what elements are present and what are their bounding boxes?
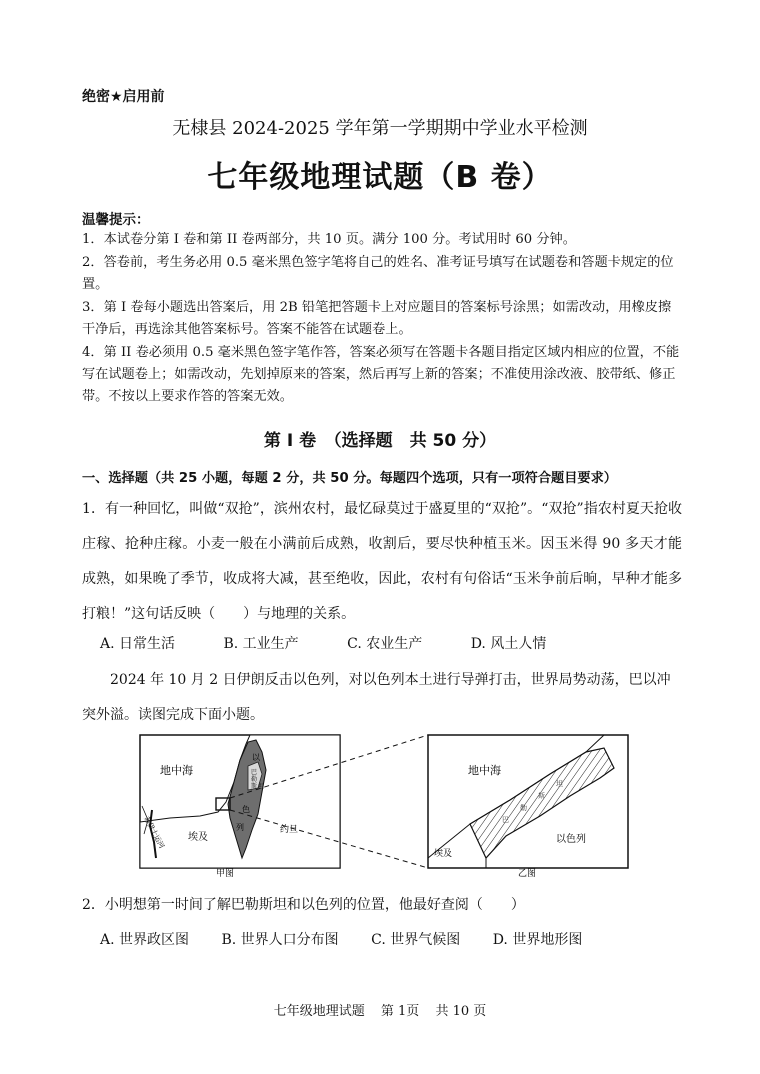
left-canal-label: 苏伊士运河 — [142, 815, 166, 850]
question-1-options — [100, 633, 590, 653]
question-1-stem: 1．有一种回忆，叫做“双抢”，滨州农村，最忆碌莫过于盛夏里的“双抢”。“双抢”指农村夏天抢收庄稼、抢种庄稼。小麦一般在小满前后成熟，收割后，要尽快种植玉米。因玉米得 90 多天才能成熟，如果晚了季节，收成将大减，甚至绝收，因此，农村有句俗话“玉米争前后晌，早种才能多打粮！”这句话反映（ ）与地理的关系。 — [82, 501, 682, 622]
q1-option-a[interactable]: A. 日常生活 — [100, 636, 176, 652]
q2-option-a[interactable]: A. 世界政区图 — [100, 932, 190, 948]
tip-3: 3．第 I 卷每小题选出答案后，用 2B 铅笔把答题卡上对应题目的答案标号涂黑；如需改动，用橡皮擦干净后，再选涂其他答案标号。答案不能答在试题卷上。 — [82, 300, 672, 337]
footer-exam-name: 七年级地理试题 — [273, 1004, 365, 1019]
tip-4: 4．第 II 卷必须用 0.5 毫米黑色签字笔作答，答案必须写在答题卡各题目指定区域内相应的位置，不能写在试题卷上；如需改动，先划掉原来的答案，然后再写上新的答案；不准使用涂改液、胶带纸、修正带。不按以上要求作答的答案无效。 — [82, 345, 680, 404]
right-sea-label: 地中海 — [468, 764, 501, 777]
left-palestine-char-1: 巴 — [251, 769, 258, 776]
left-sea-label: 地中海 — [160, 764, 193, 777]
left-israel-char-3: 列 — [236, 823, 244, 832]
q2-option-d[interactable]: D. 世界地形图 — [492, 932, 583, 948]
tip-2: 2．答卷前，考生务必用 0.5 毫米黑色签字笔将自己的姓名、准考证号填写在试题卷和答题卡规定的位置。 — [82, 255, 674, 292]
footer-page-number: 第 1页 — [380, 1004, 420, 1019]
left-caption: 甲图 — [216, 869, 235, 879]
right-israel-label: 以色列 — [556, 834, 586, 845]
footer-total-pages: 共 10 页 — [435, 1004, 487, 1019]
left-palestine-char-4: 坦 — [258, 783, 265, 790]
question-2-options — [100, 929, 582, 949]
left-israel-char-1: 以 — [252, 753, 260, 762]
page-footer — [0, 1000, 760, 1019]
q1-option-b[interactable]: B. 工业生产 — [223, 636, 299, 652]
left-palestine-char-2: 勒 — [251, 776, 258, 783]
q1-option-c[interactable]: C. 农业生产 — [347, 636, 423, 652]
right-strip-char-4: 坦 — [556, 780, 563, 788]
confidential-label: 绝密★启用前 — [82, 89, 165, 105]
right-strip-char-1: 巴 — [502, 816, 509, 824]
q2-option-b[interactable]: B. 世界人口分布图 — [221, 932, 339, 948]
left-egypt-label: 埃及 — [188, 832, 208, 843]
map-figure — [130, 730, 670, 880]
right-strip-char-3: 斯 — [538, 792, 545, 800]
left-israel-char-2: 色 — [242, 805, 250, 814]
left-palestine-char-3: 斯 — [251, 783, 258, 790]
left-jordan-label: 约旦 — [280, 825, 299, 835]
right-strip-char-2: 勒 — [520, 804, 527, 812]
section-title: 第 I 卷 （选择题 共 50 分） — [263, 431, 497, 451]
exam-subtitle: 无棣县 2024-2025 学年第一学期期中学业水平检测 — [172, 118, 588, 139]
question-2-stem: 2．小明想第一时间了解巴勒斯坦和以色列的位置，他最好查阅（ ） — [82, 897, 525, 913]
tip-1: 1．本试卷分第 I 卷和第 II 卷两部分，共 10 页。满分 100 分。考试用时 60 分钟。 — [82, 232, 576, 247]
q2-option-c[interactable]: C. 世界气候图 — [371, 932, 461, 948]
passage-intro: 2024 年 10 月 2 日伊朗反击以色列，对以色列本土进行导弹打击，世界局势动荡，巴以冲突外溢。读图完成下面小题。 — [82, 672, 671, 723]
right-caption: 乙图 — [518, 869, 537, 879]
section-heading: 一、选择题（共 25 小题，每题 2 分，共 50 分。每题四个选项，只有一项符合题目要求） — [82, 471, 617, 486]
q1-option-d[interactable]: D. 风土人情 — [470, 636, 547, 652]
tips-heading: 温馨提示： — [82, 212, 150, 228]
right-egypt-label: 埃及 — [434, 849, 453, 859]
exam-title: 七年级地理试题（B 卷） — [207, 160, 553, 195]
